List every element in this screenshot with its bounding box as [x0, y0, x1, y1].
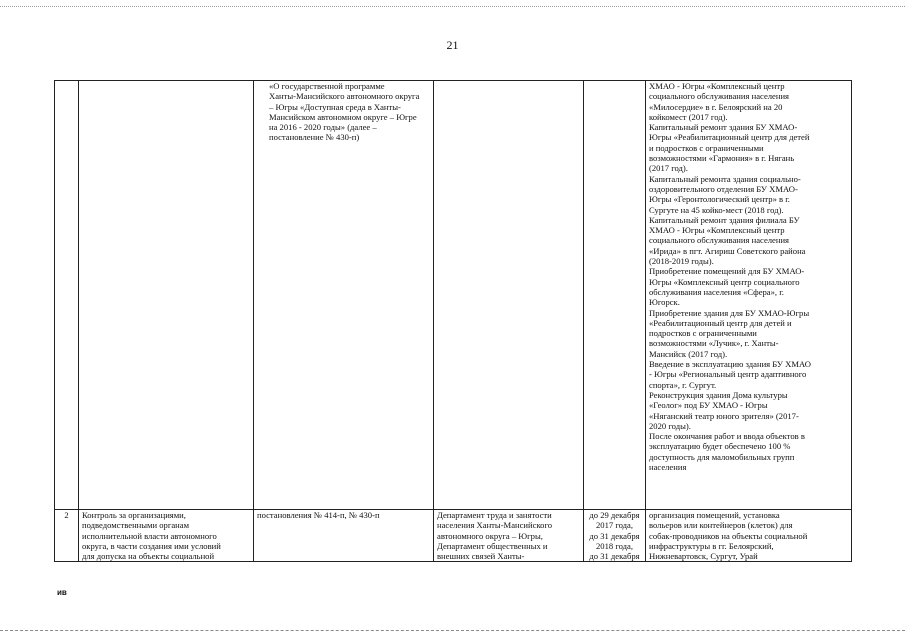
- row-number-cell: 2: [55, 510, 79, 562]
- executor-cell: [434, 81, 584, 510]
- table-row: [55, 510, 852, 562]
- result-cell: организация помещений, установка вольеров или контейнеров (клеток) для собак-проводников на объекты социальной инфраструктуры в гг. Белоярский, Нижневартовск, Сургут, Урай: [646, 510, 852, 562]
- scan-edge-top: [0, 6, 905, 7]
- initials-mark: ив: [57, 588, 67, 597]
- row-number-cell: [55, 81, 79, 510]
- scan-edge-bottom: [0, 630, 905, 631]
- deadline-cell: [584, 81, 646, 510]
- basis-cell: постановления № 414-п, № 430-п: [254, 510, 434, 562]
- measure-cell: [79, 81, 254, 510]
- page-number: 21: [446, 38, 459, 52]
- result-cell: ХМАО - Югры «Комплексный центр социального обслуживания населения «Милосердие» в г. Белоярский на 20 койкомест (2017 год). Капитальный ремонт здания БУ ХМАО- Югры «Реабилитационный центр для детей и подростков с ограниченными возможностями «Гармония» в г. Нягань (2017 год). Капитальный ремонта здания социально- оздоровительного отделения БУ ХМАО- Югры «Геронтологический центр» в г. Сургуте на 45 койко-мест (2018 год). Капитальный ремонт здания филиала БУ ХМАО - Югры «Комплексный центр социального обслуживания населения «Ирида» в пгт. Агириш Советского района (2018-2019 годы). Приобретение помещений для БУ ХМАО- Югры «Комплексный центр социального обслуживания населения «Сфера», г. Югорск. Приобретение здания для БУ ХМАО-Югры «Реабилитационный центр для детей и подростков с ограниченными возможностями «Лучик», г. Ханты- Мансийск (2017 год). Введение в эксплуатацию здания БУ ХМАО - Югры «Региональный центр адаптивного спорта», г. Сургут. Реконструкция здания Дома культуры «Геолог» под БУ ХМАО - Югры «Няганский театр юного зрителя» (2017- 2020 годы). После окончания работ и ввода объектов в эксплуатацию будет обеспечено 100 % доступность для маломобильных групп населения: [646, 81, 852, 510]
- table-row: [55, 81, 852, 510]
- measure-cell: Контроль за организациями, подведомственными органам исполнительной власти автономного округа, в части создания ими условий для допуска на объекты социальной: [79, 510, 254, 562]
- measures-table: [54, 80, 851, 562]
- basis-cell: «О государственной программе Ханты-Мансийского автономного округа – Югры «Доступная среда в Ханты- Мансийском автономном округе – Югре на 2016 - 2020 годы» (далее – постановление № 430-п): [254, 81, 434, 510]
- deadline-cell: до 29 декабря 2017 года, до 31 декабря 2018 года, до 31 декабря: [584, 510, 646, 562]
- executor-cell: Департамент труда и занятости населения Ханты-Мансийского автономного округа – Югры, Департамент общественных и внешних связей Ханты-: [434, 510, 584, 562]
